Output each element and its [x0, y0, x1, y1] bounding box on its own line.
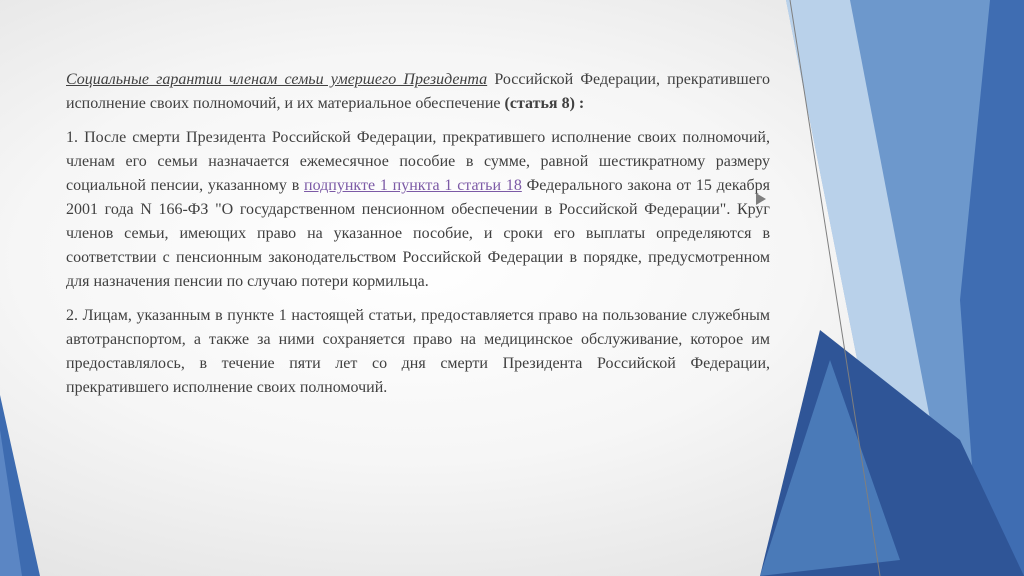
text-body	[66, 68, 770, 410]
paragraph-1	[66, 126, 770, 294]
heading-paragraph	[66, 68, 770, 116]
heading-underlined: Социальные гарантии членам семьи умершего Президента	[66, 71, 488, 88]
heading-rest: Российской Федерации, прекратившего исполнение своих полномочий, и их материальное обеспечение	[66, 71, 770, 112]
law-reference-link[interactable]: подпункте 1 пункта 1 статьи 18	[304, 177, 522, 194]
heading-article: (статья 8) :	[504, 95, 585, 112]
paragraph-2: 2. Лицам, указанным в пункте 1 настоящей статьи, предоставляется право на пользование служебным автотранспортом, а также за ними сохраняется право на медицинское обслуживание, которое им предоставлялось, в течение пяти лет со дня смерти Президента Российской Федерации, прекратившего исполнение своих полномочий.	[66, 307, 770, 396]
paragraph-1-start: 1. После смерти Президента Российской Федерации, прекратившего исполнение своих полномочий, членам его семьи назначается ежемесячное пособие в сумме, равной шестикратному размеру социальной пенсии, указанному в	[66, 129, 770, 194]
paragraph-1-end: Федерального закона от 15 декабря 2001 года N 166-ФЗ "О государственном пенсионном обеспечении в Российской Федерации". Круг членов семьи, имеющих право на указанное пособие, и сроки его выплаты определяются в соответствии с пенсионным законодательством Российской Федерации в порядке, предусмотренном для назначения пенсии по случаю потери кормильца.	[66, 177, 770, 290]
